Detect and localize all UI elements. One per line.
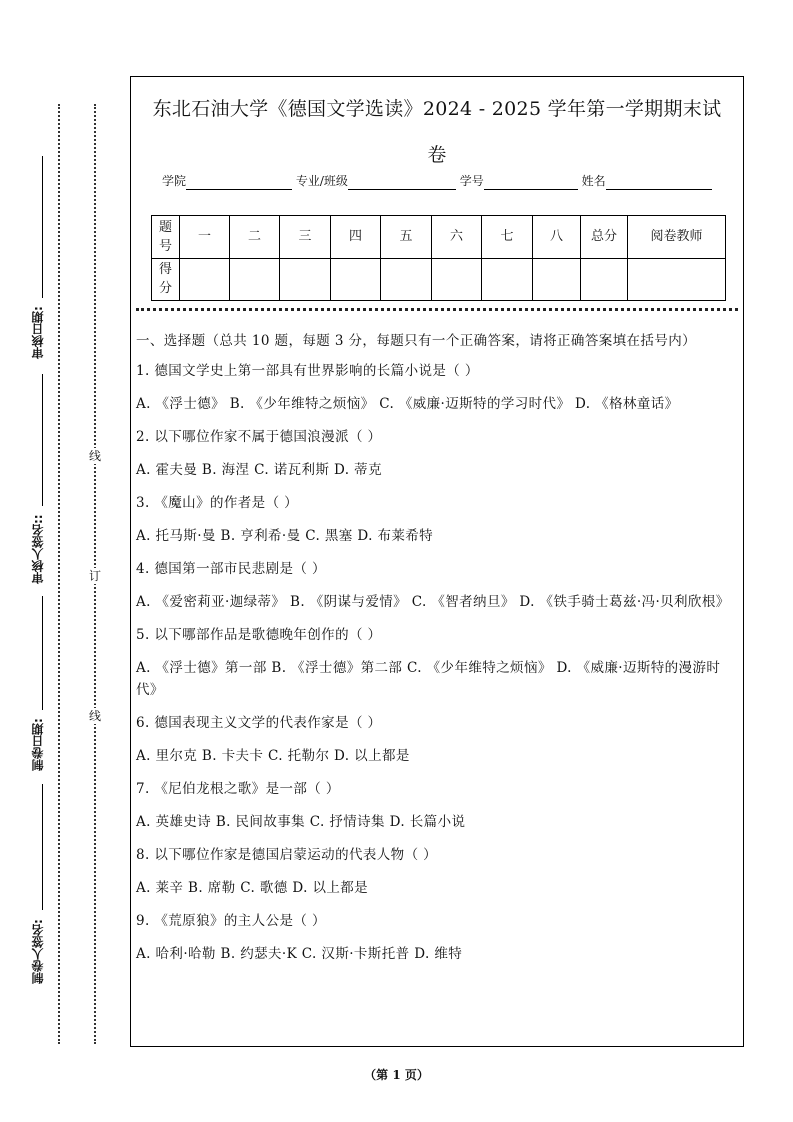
reviewer-signature-label: 审核人签名::: [31, 514, 45, 584]
score-table: [151, 215, 726, 301]
binding-dotted-line-outer: [58, 104, 60, 1044]
score-cell-7[interactable]: [482, 258, 533, 301]
college-field[interactable]: [186, 175, 292, 190]
question-7-options: A. 英雄史诗 B. 民间故事集 C. 抒情诗集 D. 长篇小说: [136, 814, 466, 830]
score-table-header-row: [152, 216, 726, 259]
exam-title: [131, 86, 743, 178]
header-col-6: 六: [432, 216, 482, 259]
question-1: 1. 德国文学史上第一部具有世界影响的长篇小说是（ ）: [136, 363, 479, 379]
question-8: 8. 以下哪位作家是德国启蒙运动的代表人物（ ）: [136, 847, 438, 863]
question-8-options: A. 莱辛 B. 席勒 C. 歌德 D. 以上都是: [136, 880, 369, 896]
question-5-options: A. 《浮士德》第一部 B. 《浮士德》第二部 C. 《少年维特之烦恼》 D. 《威廉·迈斯特的漫游时代》: [136, 660, 721, 698]
section-1: [136, 330, 740, 976]
question-4-options: A. 《爱密莉亚·迦绿蒂》 B. 《阴谋与爱情》 C. 《智者纳旦》 D. 《铁手骑士葛兹·冯·贝利欣根》: [136, 594, 730, 610]
score-cell-5[interactable]: [381, 258, 432, 301]
header-col-1: 一: [180, 216, 230, 259]
question-1-options: A. 《浮士德》 B. 《少年维特之烦恼》 C. 《威廉·迈斯特的学习时代》 D. 《格林童话》: [136, 396, 679, 412]
question-9: 9. 《荒原狼》的主人公是（ ）: [136, 913, 326, 929]
header-label-cell: 题号: [152, 216, 180, 259]
maker-signature-label: 制卷人签名:: [31, 919, 45, 985]
score-cell-grader[interactable]: [628, 258, 726, 301]
page-number: （第 1 页）: [364, 1068, 429, 1082]
score-cell-1[interactable]: [180, 258, 230, 301]
binding-mark-line-top: 线: [86, 448, 104, 464]
score-cell-8[interactable]: [533, 258, 581, 301]
college-label: 学院: [162, 174, 187, 188]
make-date-line: [42, 596, 43, 710]
student-id-label: 学号: [459, 174, 484, 188]
header-col-5: 五: [381, 216, 432, 259]
binding-mark-bind: 订: [86, 568, 104, 584]
header-col-2: 二: [230, 216, 280, 259]
score-cell-4[interactable]: [331, 258, 381, 301]
question-5: 5. 以下哪部作品是歌德晚年创作的（ ）: [136, 627, 382, 643]
header-col-7: 七: [482, 216, 533, 259]
question-3: 3. 《魔山》的作者是（ ）: [136, 495, 299, 511]
student-info-row: [162, 172, 722, 190]
student-id-field[interactable]: [484, 175, 578, 190]
question-4: 4. 德国第一部市民悲剧是（ ）: [136, 561, 326, 577]
header-col-grader: 阅卷教师: [628, 216, 726, 259]
reviewer-signature-line: [42, 374, 43, 506]
major-class-field[interactable]: [348, 175, 456, 190]
review-date-label: 审核日期:: [31, 306, 45, 360]
score-cell-3[interactable]: [280, 258, 331, 301]
score-table-score-row: [152, 258, 726, 301]
exam-title-line1: 东北石油大学《德国文学选读》2024 - 2025 学年第一学期期末试: [152, 98, 722, 120]
question-2: 2. 以下哪位作家不属于德国浪漫派（ ）: [136, 429, 382, 445]
binding-mark-line-bottom: 线: [86, 708, 104, 724]
question-9-options: A. 哈利·哈勒 B. 约瑟夫·K C. 汉斯·卡斯托普 D. 维特: [136, 946, 463, 962]
question-6: 6. 德国表现主义文学的代表作家是（ ）: [136, 715, 382, 731]
major-label: 专业/班级: [295, 174, 348, 188]
header-col-3: 三: [280, 216, 331, 259]
header-col-8: 八: [533, 216, 581, 259]
score-cell-total[interactable]: [581, 258, 628, 301]
header-col-total: 总分: [581, 216, 628, 259]
exam-title-line2: 卷: [427, 144, 447, 166]
name-label: 姓名: [581, 174, 606, 188]
question-6-options: A. 里尔克 B. 卡夫卡 C. 托勒尔 D. 以上都是: [136, 748, 410, 764]
score-label-cell: 得分: [152, 258, 180, 301]
question-2-options: A. 霍夫曼 B. 海涅 C. 诺瓦利斯 D. 蒂克: [136, 462, 382, 478]
section-1-heading: 一、选择题（总共 10 题，每题 3 分，每题只有一个正确答案，请将正确答案填在括号内）: [136, 333, 697, 349]
name-field[interactable]: [606, 175, 712, 190]
question-3-options: A. 托马斯·曼 B. 亨利希·曼 C. 黑塞 D. 布莱希特: [136, 528, 434, 544]
header-col-4: 四: [331, 216, 381, 259]
score-cell-6[interactable]: [432, 258, 482, 301]
question-7: 7. 《尼伯龙根之歌》是一部（ ）: [136, 781, 340, 797]
score-cell-2[interactable]: [230, 258, 280, 301]
cut-line: [136, 308, 738, 311]
maker-signature-line: [42, 784, 43, 910]
review-date-line: [42, 156, 43, 298]
make-date-label: 制卷日期:: [31, 718, 45, 772]
